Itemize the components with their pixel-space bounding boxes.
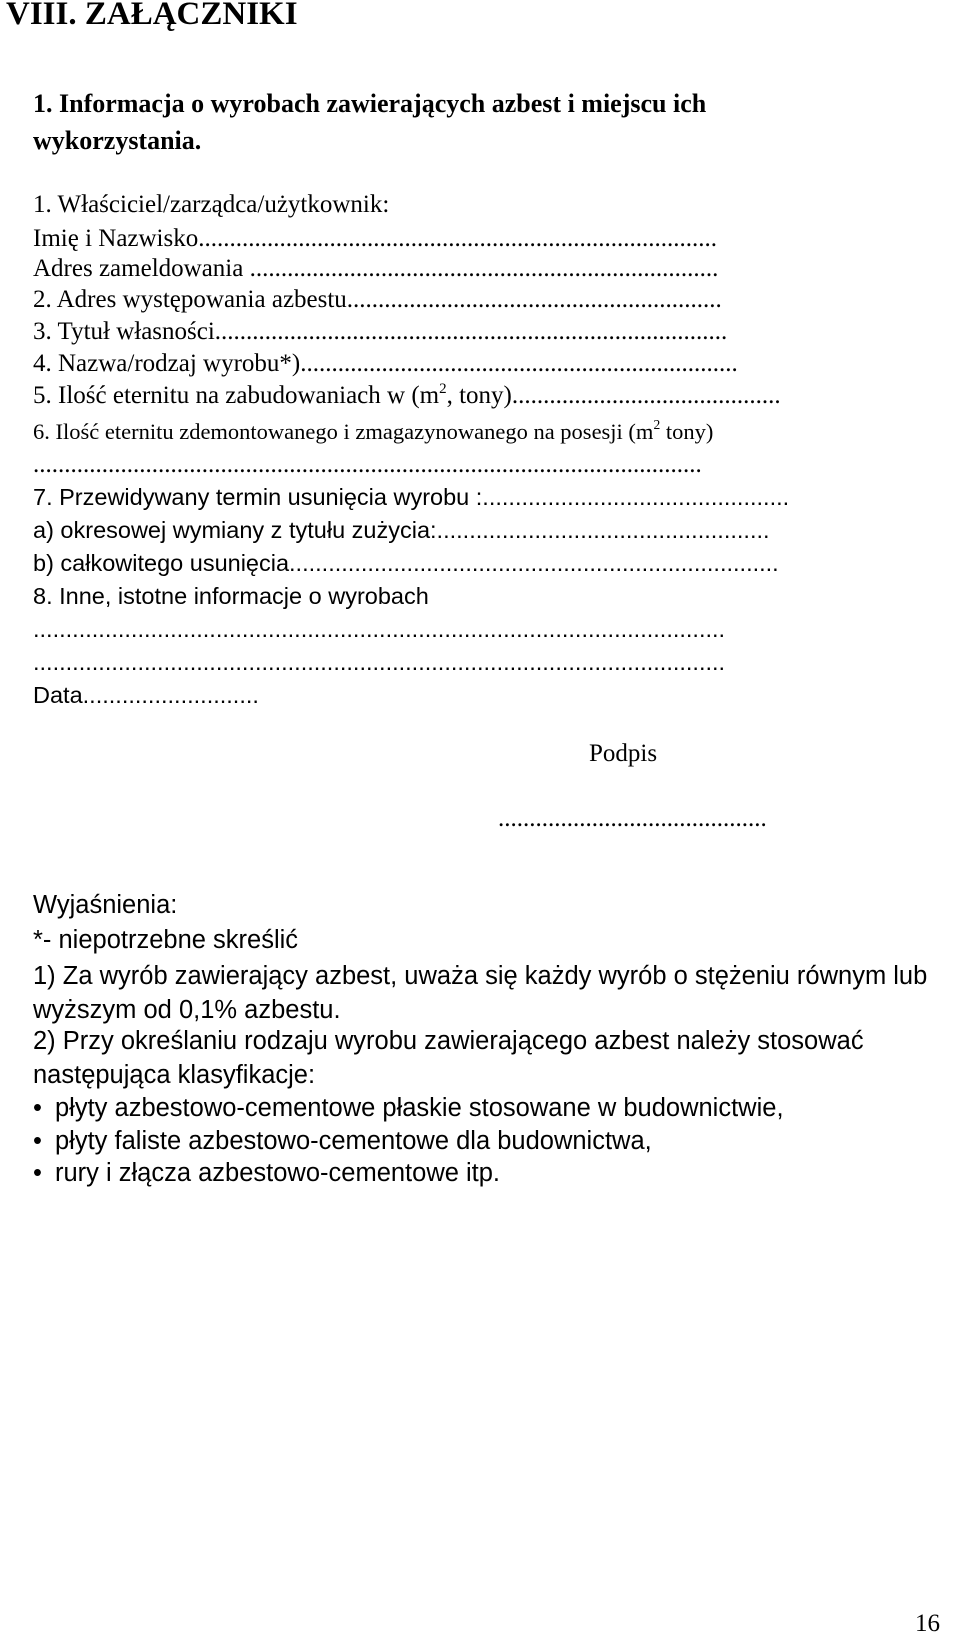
eternit-stored-label: 6. Ilość eternitu zdemontowanego i zmagazynowanego na posesji (m bbox=[33, 419, 654, 444]
square-superscript: 2 bbox=[653, 417, 661, 432]
list-item bbox=[33, 1127, 652, 1156]
name-field: Imię i Nazwisko................................................................................... bbox=[33, 225, 717, 252]
list-item bbox=[33, 1159, 500, 1188]
form-title-line-2: wykorzystania. bbox=[33, 126, 202, 155]
asbestos-address-field: 2. Adres występowania azbestu............................................................ bbox=[33, 286, 722, 313]
page-number: 16 bbox=[915, 1610, 940, 1637]
bullet-icon: • bbox=[33, 1127, 42, 1155]
ownership-title-field: 3. Tytuł własności.................................................................................. bbox=[33, 318, 728, 345]
note-1-line-1: 1) Za wyrób zawierający azbest, uważa się każdy wyrób o stężeniu równym lub bbox=[33, 962, 928, 990]
note-1-line-2: wyższym od 0,1% azbestu. bbox=[33, 996, 341, 1024]
form-title-line-1: 1. Informacja o wyrobach zawierających azbest i miejscu ich bbox=[33, 89, 707, 118]
eternit-on-buildings-label: 5. Ilość eternitu na zabudowaniach w (m bbox=[33, 382, 440, 409]
note-2-line-2: następująca klasyfikacje: bbox=[33, 1061, 316, 1089]
eternit-stored-dots: ........................................................................................................... bbox=[33, 451, 702, 478]
date-field: Data........................... bbox=[33, 682, 259, 708]
address-field: Adres zameldowania ........................................................................... bbox=[33, 255, 719, 282]
product-name-field: 4. Nazwa/rodzaj wyrobu*)...................................................................... bbox=[33, 350, 738, 377]
signature-label: Podpis bbox=[589, 740, 658, 767]
other-info-label: 8. Inne, istotne informacje o wyrobach bbox=[33, 583, 429, 609]
eternit-on-buildings-field bbox=[33, 382, 781, 410]
eternit-stored-unit: tony) bbox=[660, 419, 714, 444]
signature-line: ........................................... bbox=[498, 805, 767, 832]
owner-label: 1. Właściciel/zarządca/użytkownik: bbox=[33, 191, 390, 218]
explanations-title: Wyjaśnienia: bbox=[33, 891, 178, 919]
list-item-text: płyty faliste azbestowo-cementowe dla budownictwa, bbox=[55, 1127, 652, 1155]
other-info-line-1: .......................................................................................................... bbox=[33, 616, 726, 642]
section-heading: VIII. ZAŁĄCZNIKI bbox=[6, 0, 298, 32]
other-info-line-2: .......................................................................................................... bbox=[33, 649, 726, 675]
bullet-icon: • bbox=[33, 1094, 42, 1122]
square-superscript: 2 bbox=[439, 381, 447, 397]
periodic-replacement-field: a) okresowej wymiany z tytułu zużycia:................................................... bbox=[33, 517, 770, 543]
removal-date-field: 7. Przewidywany termin usunięcia wyrobu :............................................... bbox=[33, 484, 790, 510]
eternit-on-buildings-dots: , tony)........................................... bbox=[446, 382, 781, 409]
list-item-text: płyty azbestowo-cementowe płaskie stosowane w budownictwie, bbox=[55, 1094, 784, 1122]
list-item bbox=[33, 1094, 784, 1123]
eternit-stored-field bbox=[33, 419, 713, 445]
full-removal-field: b) całkowitego usunięcia........................................................................... bbox=[33, 550, 779, 576]
note-2-line-1: 2) Przy określaniu rodzaju wyrobu zawierającego azbest należy stosować bbox=[33, 1027, 864, 1055]
note-star: *- niepotrzebne skreślić bbox=[33, 926, 299, 954]
list-item-text: rury i złącza azbestowo-cementowe itp. bbox=[55, 1159, 501, 1187]
bullet-icon: • bbox=[33, 1159, 42, 1187]
